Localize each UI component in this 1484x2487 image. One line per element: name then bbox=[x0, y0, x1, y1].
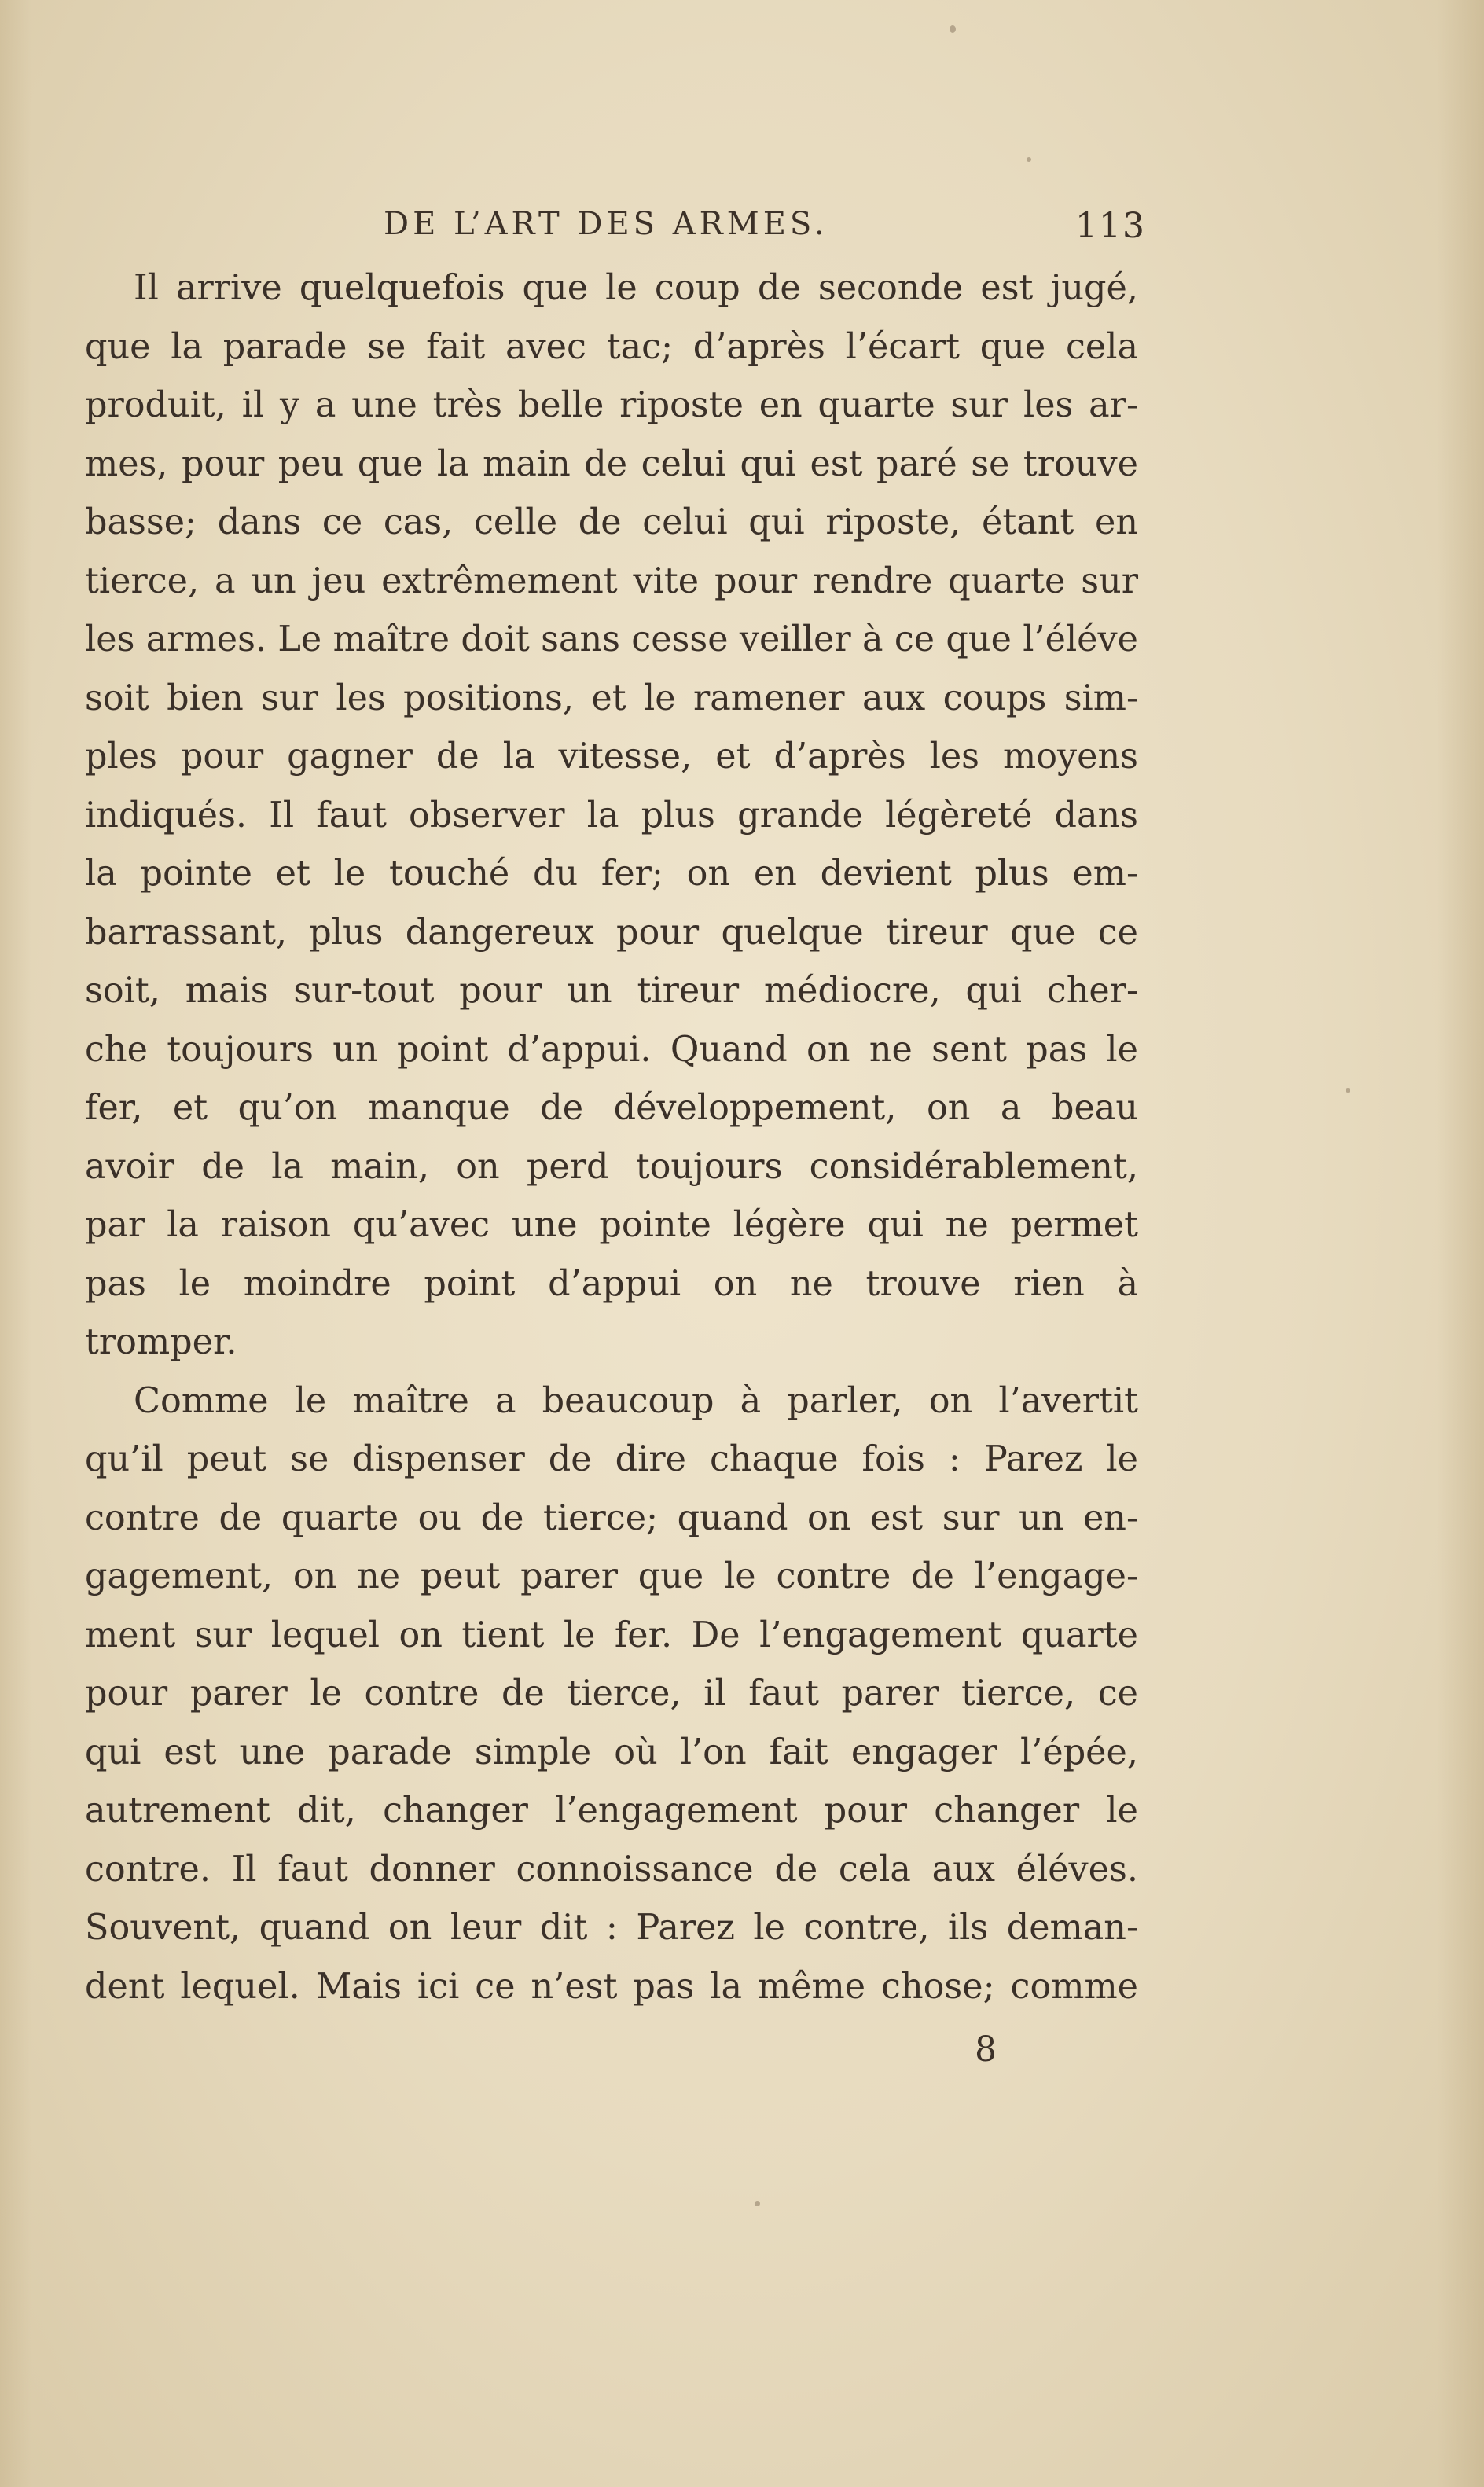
text-line: contre. Il faut donner connoissance de cela aux éléves. bbox=[85, 1849, 1138, 1890]
text-line: mes, pour peu que la main de celui qui est paré se trouve bbox=[85, 443, 1138, 484]
text-line: tierce, a un jeu extrêmement vite pour rendre quarte sur bbox=[85, 560, 1138, 601]
text-line: produit, il y a une très belle riposte en quarte sur les ar- bbox=[85, 385, 1138, 425]
text-line: ment sur lequel on tient le fer. De l’engagement quarte bbox=[85, 1615, 1138, 1655]
text-line: contre de quarte ou de tierce; quand on est sur un en- bbox=[85, 1497, 1138, 1538]
text-line: la pointe et le touché du fer; on en devient plus em- bbox=[85, 854, 1138, 894]
running-head: DE L’ART DES ARMES. bbox=[384, 206, 828, 242]
text-line: soit, mais sur-tout pour un tireur médiocre, qui cher- bbox=[85, 971, 1138, 1011]
text-line: barrassant, plus dangereux pour quelque tireur que ce bbox=[85, 912, 1138, 953]
text-line: pas le moindre point d’appui on ne trouve rien à bbox=[85, 1263, 1138, 1304]
text-line: ples pour gagner de la vitesse, et d’après les moyens bbox=[85, 737, 1138, 777]
text-line: gagement, on ne peut parer que le contre de l’engage- bbox=[85, 1556, 1138, 1596]
paper-speck bbox=[1027, 157, 1031, 162]
page-number: 113 bbox=[1075, 206, 1146, 246]
text-line: les armes. Le maître doit sans cesse veiller à ce que l’éléve bbox=[85, 619, 1138, 659]
text-line: indiqués. Il faut observer la plus grande légèreté dans bbox=[85, 795, 1138, 836]
gutter-shadow bbox=[0, 0, 31, 2487]
text-line: autrement dit, changer l’engagement pour changer le bbox=[85, 1791, 1138, 1831]
text-line: qu’il peut se dispenser de dire chaque fois : Parez le bbox=[85, 1439, 1138, 1479]
body-text bbox=[85, 259, 1138, 2016]
paper-speck bbox=[950, 25, 956, 33]
page-edge-shadow bbox=[1437, 0, 1484, 2487]
text-line: Souvent, quand on leur dit : Parez le contre, ils deman- bbox=[85, 1908, 1138, 1948]
text-line: dent lequel. Mais ici ce n’est pas la même chose; comme bbox=[85, 1966, 1138, 2007]
paper-speck bbox=[755, 2201, 760, 2206]
text-line: basse; dans ce cas, celle de celui qui riposte, étant en bbox=[85, 502, 1138, 542]
text-line: soit bien sur les positions, et le ramener aux coups sim- bbox=[85, 678, 1138, 718]
text-line: fer, et qu’on manque de développement, on a beau bbox=[85, 1088, 1138, 1128]
text-line: qui est une parade simple où l’on fait engager l’épée, bbox=[85, 1732, 1138, 1772]
text-line: que la parade se fait avec tac; d’après l’écart que cela bbox=[85, 326, 1138, 367]
text-line: Comme le maître a beaucoup à parler, on l’avertit bbox=[134, 1380, 1138, 1421]
text-line: pour parer le contre de tierce, il faut parer tierce, ce bbox=[85, 1673, 1138, 1714]
page-header bbox=[85, 206, 1146, 253]
text-line: che toujours un point d’appui. Quand on ne sent pas le bbox=[85, 1029, 1138, 1070]
text-line: avoir de la main, on perd toujours considérablement, bbox=[85, 1146, 1138, 1187]
text-line: Il arrive quelquefois que le coup de seconde est jugé, bbox=[134, 268, 1138, 308]
text-line: tromper. bbox=[85, 1322, 237, 1362]
text-line: par la raison qu’avec une pointe légère qui ne permet bbox=[85, 1205, 1138, 1245]
paper-speck bbox=[1346, 1088, 1350, 1093]
signature-mark: 8 bbox=[975, 2030, 997, 2070]
